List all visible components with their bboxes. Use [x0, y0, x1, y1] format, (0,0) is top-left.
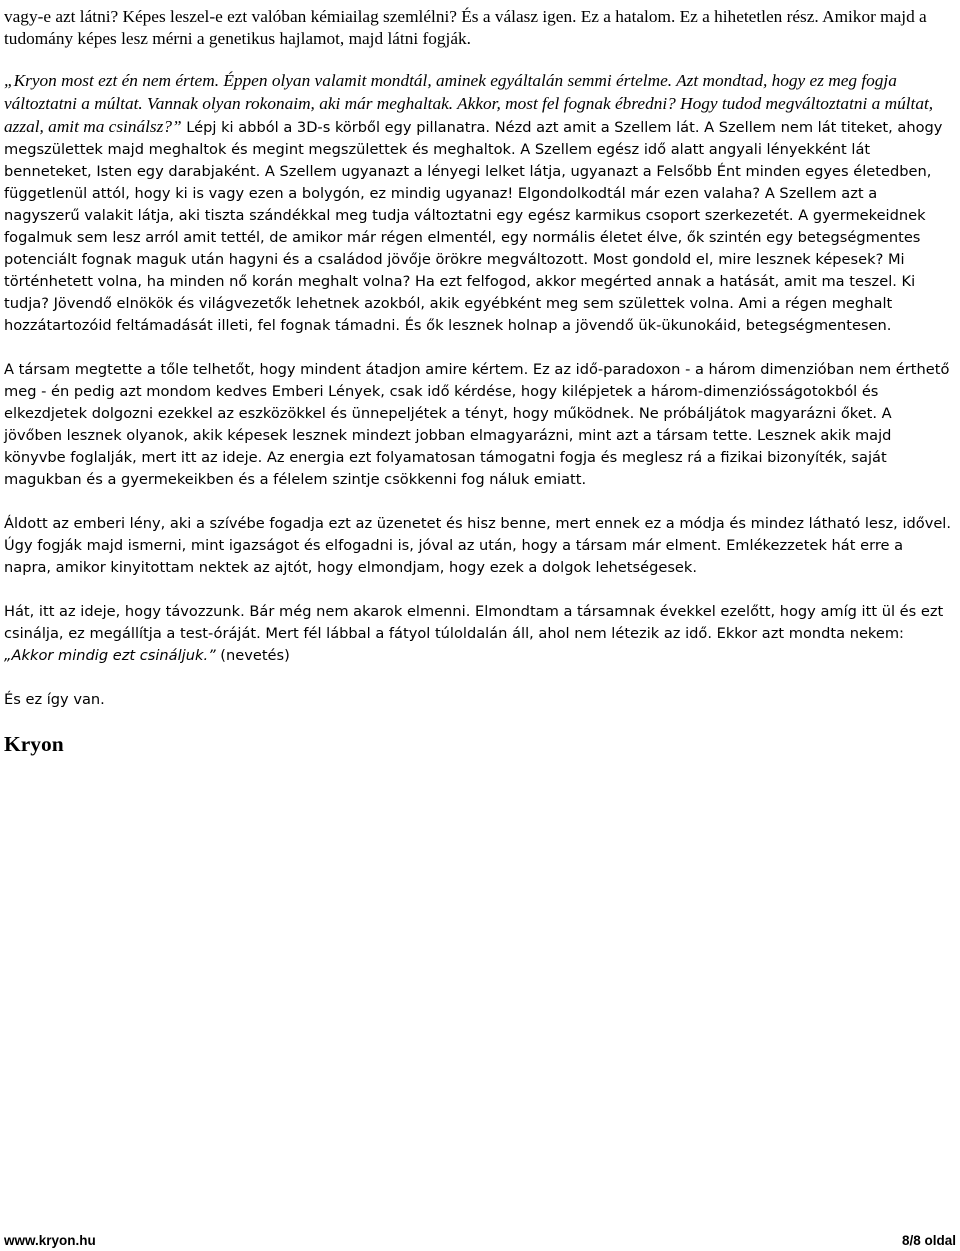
paragraph-blessing: Áldott az emberi lény, aki a szívébe fogadja ezt az üzenetet és hisz benne, mert ennek ez a módja és mindez látható lesz, idővel. Úgy fogják majd ismerni, mint igazságot és elfogadni is, jóval az után, hogy a társam már elment. Emlékezzetek hát erre a napra, amikor kinyitottam nektek az ajtót, hogy elmondjam, hogy ezek a dolgok lehetségesek.	[4, 515, 952, 576]
paragraph-farewell	[4, 601, 954, 667]
document-page	[4, 6, 954, 757]
footer-page-number: 8/8 oldal	[901, 1233, 956, 1248]
signature: Kryon	[4, 732, 64, 756]
paragraph-closing: És ez így van.	[4, 691, 105, 708]
farewell-text: Hát, itt az ideje, hogy távozzunk. Bár még nem akarok elmenni. Elmondtam a társamnak évekkel ezelőtt, hogy amíg itt ül és ezt csinálja, ez megállítja a test-óráját. Mert fél lábbal a fátyol túloldalán áll, ahol nem létezik az idő. Ekkor azt mondta nekem:	[4, 603, 944, 642]
page-footer	[4, 1233, 956, 1249]
paragraph-time-paradox: A társam megtette a tőle telhetőt, hogy mindent átadjon amire kértem. Ez az idő-paradoxon - a három dimenzióban nem érthető meg - én pedig azt mondom kedves Emberi Lények, csak idő kérdése, hogy kilépjetek a három-dimenziósságotokból és elkezdjetek dolgozni ezekkel az eszközökkel és ünnepeljétek a tényt, hogy működnek. Ne próbáljátok magyarázni őket. A jövőben lesznek olyanok, akik képesek lesznek mindezt jobban elmagyarázni, mint azt a társam tette. Lesznek akik majd könyvbe foglalják, mert itt az ideje. Az energia ezt folyamatosan támogatni fogja és meglesz rá a fizikai bizonyíték, saját magukban és a gyermekeikben és a félelem szintje csökkenni fog náluk emiatt.	[4, 361, 950, 488]
footer-website[interactable]: www.kryon.hu	[4, 1233, 96, 1248]
paragraph-question-answer	[4, 70, 954, 337]
answer-text: Lépj ki abból a 3D-s körből egy pillanatra. Nézd azt amit a Szellem lát. A Szellem nem lát titeket, ahogy megszülettek majd meghaltok és megint megszülettek és meghaltok. A Szellem egész idő alatt angyali lényekként lát benneteket, Isten egy darabjaként. A Szellem ugyanazt a lényegi lelket látja, ugyanazt a Felsőbb Ént minden egyes életedben, függetlenül attól, hogy ki is vagy ezen a bolygón, ez mindig ugyanaz! Elgondolkodtál már ezen valaha? A Szellem azt a nagyszerű valakit látja, aki tiszta szándékkal meg tudja változtatni egy egész karmikus csoport szerkezetét. A gyermekeidnek fogalmuk sem lesz arról amit tettél, de amikor már régen elmentél, egy normális életet élve, ők szintén egy betegségmentes potenciált fognak maguk után hagyni és a családod jövője örökre megváltozott. Most gondold el, mire lesznek képesek? Mi történhetett volna, ha minden nő korán meghalt volna? Ha ezt felfogod, akkor megérted annak a hatását, amit ma teszel. Ki tudja? Jövendő elnökök és világvezetők lehetnek azokból, akik egyébként meg sem születtek volna. Ami a régen meghalt hozzátartozóid feltámadását illeti, fel fognak támadni. És ők lesznek holnap a jövendő ük-ükunokáid, betegségmentesen.	[4, 119, 943, 334]
italic-quote: „Akkor mindig ezt csináljuk.”	[4, 647, 216, 664]
paragraph-intro: vagy-e azt látni? Képes leszel-e ezt valóban kémiailag szemlélni? És a válasz igen. Ez a hatalom. Ez a hihetetlen rész. Amikor majd a tudomány képes lesz mérni a genetikus hajlamot, majd látni fogják.	[4, 7, 927, 48]
italic-question: „Kryon most ezt én nem értem. Éppen olyan valamit mondtál, aminek egyáltalán semmi értelme. Azt mondtad, hogy ez meg fogja változtatni a múltat. Vannak olyan rokonaim, aki már meghaltak. Akkor, most fel fognak ébredni? Hogy tudod megváltoztatni a múltat, azzal, amit ma csinálsz?”	[4, 71, 934, 136]
laughter-note: (nevetés)	[215, 647, 290, 664]
